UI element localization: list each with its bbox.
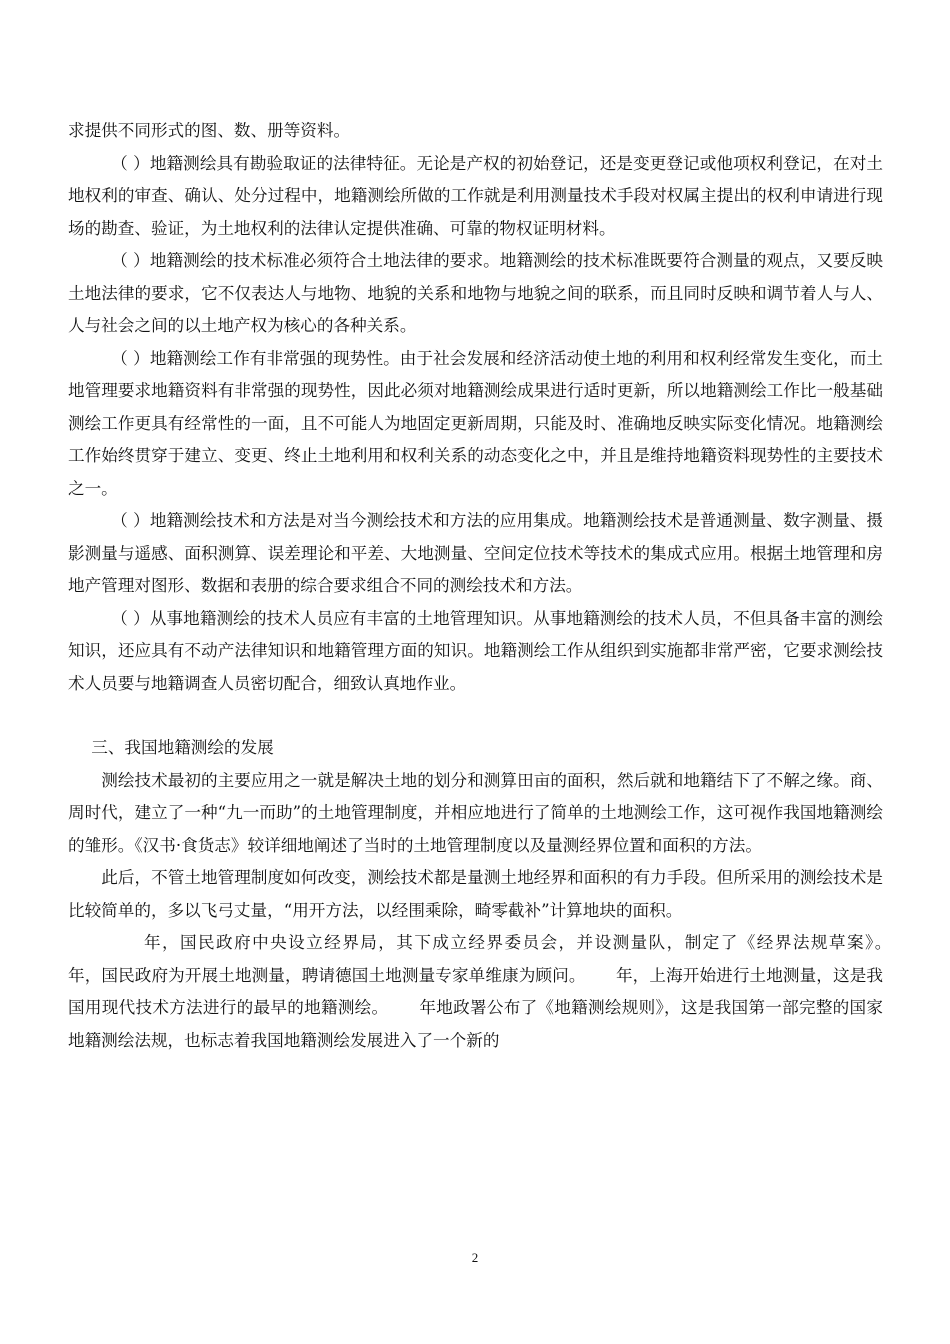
paragraph-integration: （ ）地籍测绘技术和方法是对当今测绘技术和方法的应用集成。地籍测绘技术是普通测量、数字测量、摄影测量与遥感、面积测算、误差理论和平差、大地测量、空间定位技术等技术的集成式应用。根据土地管理和房地产管理对图形、数据和表册的综合要求组合不同的测绘技术和方法。 (68, 511, 883, 595)
paragraph-currency: （ ）地籍测绘工作有非常强的现势性。由于社会发展和经济活动使土地的利用和权利经常发生变化，而土地管理要求地籍资料有非常强的现势性，因此必须对地籍测绘成果进行适时更新，所以地籍测绘工作比一般基础测绘工作更具有经常性的一面，且不可能人为地固定更新周期，只能及时、准确地反映实际变化情况。地籍测绘工作始终贯穿于建立、变更、终止土地利用和权利关系的动态变化之中，并且是维持地籍资料现势性的主要技术之一。 (68, 348, 883, 498)
paragraph-continuation: 求提供不同形式的图、数、册等资料。 (68, 121, 351, 140)
body-text (68, 115, 922, 1057)
paragraph-legal-feature: （ ）地籍测绘具有勘验取证的法律特征。无论是产权的初始登记，还是变更登记或他项权利登记，在对土地权利的审查、确认、处分过程中，地籍测绘所做的工作就是利用测量技术手段对权属主提出的权利申请进行现场的勘查、验证，为土地权利的法律认定提供准确、可靠的物权证明材料。 (68, 153, 883, 238)
paragraph-history-later: 此后，不管土地管理制度如何改变，测绘技术都是量测土地经界和面积的有力手段。但所采用的测绘技术是比较简单的，多以飞弓丈量，“用开方法，以经围乘除，畸零截补”计算地块的面积。 (68, 868, 883, 920)
page-number: 2 (471, 1250, 479, 1265)
paragraph-history-modern: 年，国民政府中央设立经界局，其下成立经界委员会，并设测量队，制定了《经界法规草案》。 年，国民政府为开展土地测量，聘请德国土地测量专家单维康为顾问。 年，上海开始进行土地测量，这是我国用现代技术方法进行的最早的地籍测绘。 年地政署公布了《地籍测绘规则》，这是我国第一部完整的国家地籍测绘法规，也标志着我国地籍测绘发展进入了一个新的 (68, 933, 922, 1050)
section-heading: 三、我国地籍测绘的发展 (91, 738, 274, 757)
paragraph-personnel: （ ）从事地籍测绘的技术人员应有丰富的土地管理知识。从事地籍测绘的技术人员，不但具备丰富的测绘知识，还应具有不动产法律知识和地籍管理方面的知识。地籍测绘工作从组织到实施都非常严密，它要求测绘技术人员要与地籍调查人员密切配合，细致认真地作业。 (68, 608, 883, 693)
paragraph-history-origin: 测绘技术最初的主要应用之一就是解决土地的划分和测算田亩的面积，然后就和地籍结下了不解之缘。商、周时代，建立了一种“九一而助”的土地管理制度，并相应地进行了简单的土地测绘工作，这可视作我国地籍测绘的雏形。《汉书·食货志》较详细地阐述了当时的土地管理制度以及量测经界位置和面积的方法。 (68, 770, 883, 855)
paragraph-technical-standard: （ ）地籍测绘的技术标准必须符合土地法律的要求。地籍测绘的技术标准既要符合测量的观点，又要反映土地法律的要求，它不仅表达人与地物、地貌的关系和地物与地貌之间的联系，而且同时反映和调节着人与人、人与社会之间的以土地产权为核心的各种关系。 (68, 251, 883, 335)
